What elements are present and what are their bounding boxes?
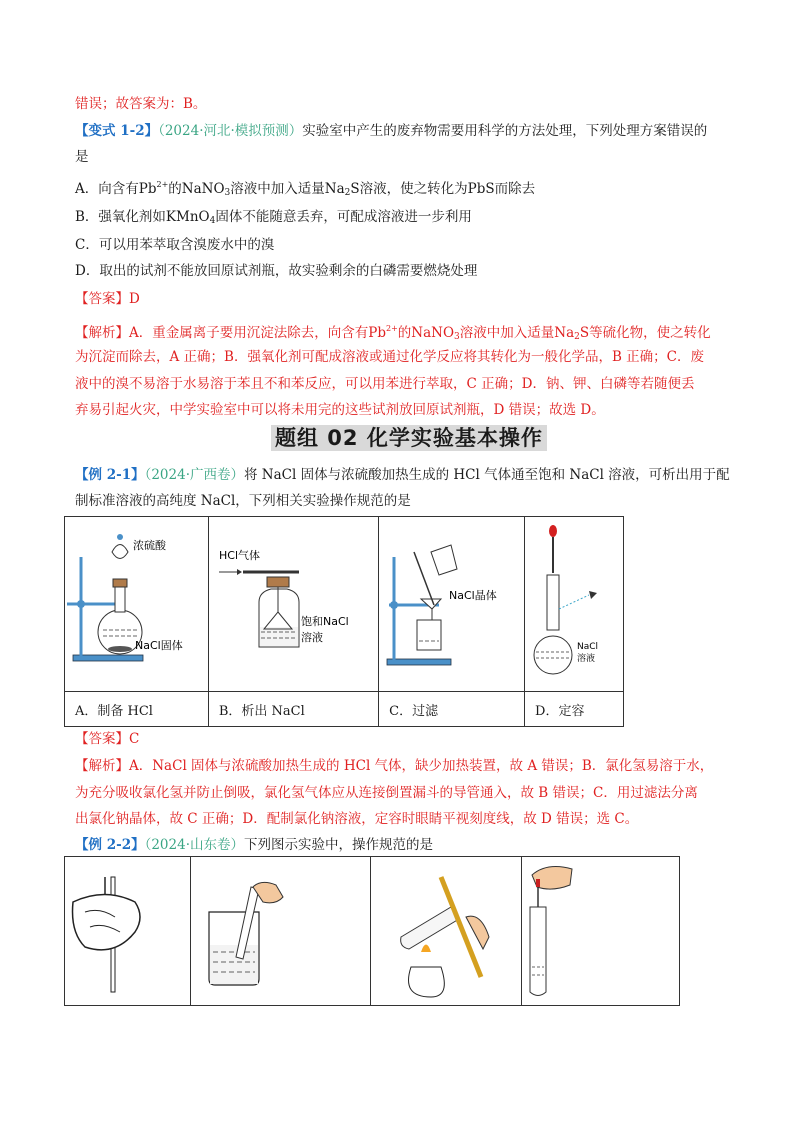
previous-answer-tail: 错误；故答案为：B。 xyxy=(75,96,207,112)
analysis-line-1: 【解析】A．重金属离子要用沉淀法除去，向含有$Pb^{2+}$的NaNO$_3$溶液中加入适量$Na_2S$等硫化物，使之转化 xyxy=(75,324,711,342)
analysis-line-3: 液中的溴不易溶于水易溶于苯且不和苯反应，可以用苯进行萃取，C 正确；D．钠、钾、白磷等若随便丢 xyxy=(75,376,695,392)
figure-c-apparatus xyxy=(379,517,525,692)
variant-1-2-stem-cont: 是 xyxy=(75,149,89,165)
svg-text:溶液: 溶液 xyxy=(577,654,596,664)
answer-value: D xyxy=(129,291,140,307)
analysis-2-1-line-1: 【解析】A．NaCl 固体与浓硫酸加热生成的 HCl 气体，缺少加热装置，故 A 错误；B．氯化氢易溶于水， xyxy=(75,758,714,774)
example-2-1-stem-cont: 制标准溶液的高纯度 NaCl，下列相关实验操作规范的是 xyxy=(75,493,411,509)
svg-text:HCl气体: HCl气体 xyxy=(218,549,260,562)
example-2-1-stem: 【例 2-1】（2024·广西卷）将 NaCl 固体与浓硫酸加热生成的 HCl 气体通至饱和 NaCl 溶液，可析出用于配 xyxy=(75,467,730,483)
section-heading: 题组 02 化学实验基本操作 xyxy=(271,425,547,451)
caption-a: A．制备 HCl xyxy=(65,692,209,727)
svg-text:NaCl晶体: NaCl晶体 xyxy=(449,589,497,602)
figure-d-apparatus xyxy=(525,517,624,692)
example-2-2-stem: 【例 2-2】（2024·山东卷）下列图示实验中，操作规范的是 xyxy=(75,837,433,853)
figure-a-apparatus xyxy=(65,517,209,692)
svg-text:NaCl固体: NaCl固体 xyxy=(135,639,183,652)
answer-2-1: 【答案】C xyxy=(75,731,140,747)
beaker-glass-rod-icon xyxy=(191,857,367,1001)
figure-2-2-b xyxy=(190,857,371,1006)
option-c: C．可以用苯萃取含溴废水中的溴 xyxy=(75,237,275,253)
figure-2-2-d xyxy=(521,857,679,1006)
dropper-test-tube-icon xyxy=(522,857,676,1001)
question-source: （2024·河北·模拟预测） xyxy=(158,123,303,139)
caption-c: C．过滤 xyxy=(379,692,525,727)
apparatus-table-2-1 xyxy=(64,516,624,727)
analysis-2-1-line-2: 为充分吸收氯化氢并防止倒吸，氯化氢气体应从连接倒置漏斗的导管通入，故 B 错误；C．用过滤法分离 xyxy=(75,785,698,801)
hand-pipette-icon xyxy=(65,857,187,1001)
figure-b-apparatus xyxy=(208,517,378,692)
option-b: B．强氧化剂如KMnO$_4$固体不能随意丢弃，可配成溶液进一步利用 xyxy=(75,209,472,226)
heating-test-tube-icon xyxy=(371,857,517,1001)
volumetric-flask-diagram xyxy=(525,517,621,687)
gas-washing-bottle-diagram xyxy=(209,517,375,687)
analysis-line-2: 为沉淀而除去，A 正确；B．强氧化剂可配成溶液或通过化学反应将其转化为一般化学品，B 正确；C．废 xyxy=(75,349,705,365)
option-d: D．取出的试剂不能放回原试剂瓶，故实验剩余的白磷需要燃烧处理 xyxy=(75,263,478,279)
svg-text:NaCl: NaCl xyxy=(577,642,599,652)
svg-text:饱和NaCl: 饱和NaCl xyxy=(300,615,349,628)
hcl-generator-diagram xyxy=(65,517,205,687)
svg-text:浓硫酸: 浓硫酸 xyxy=(133,539,166,552)
option-a: A．向含有$Pb^{2+}$的NaNO$_3$溶液中加入适量$Na_2S$溶液，使之转化为PbS而除去 xyxy=(75,180,536,198)
variant-1-2-stem: 【变式 1-2】（2024·河北·模拟预测）实验室中产生的废弃物需要用科学的方法处理，下列处理方案错误的 xyxy=(75,123,708,139)
figure-2-2-a xyxy=(65,857,191,1006)
caption-b: B．析出 NaCl xyxy=(208,692,378,727)
apparatus-table-2-2 xyxy=(64,856,680,1006)
figure-2-2-c xyxy=(371,857,521,1006)
filtration-diagram xyxy=(379,517,521,687)
answer-line: 【答案】D xyxy=(75,291,140,307)
question-tag: 【变式 1-2】 xyxy=(75,123,159,139)
svg-text:溶液: 溶液 xyxy=(300,631,323,644)
analysis-2-1-line-3: 出氯化钠晶体，故 C 正确；D．配制氯化钠溶液，定容时眼睛平视刻度线，故 D 错误；选 C。 xyxy=(75,811,639,827)
caption-d: D．定容 xyxy=(525,692,624,727)
analysis-line-4: 弃易引起火灾，中学实验室中可以将未用完的这些试剂放回原试剂瓶，D 错误；故选 D。 xyxy=(75,402,605,418)
